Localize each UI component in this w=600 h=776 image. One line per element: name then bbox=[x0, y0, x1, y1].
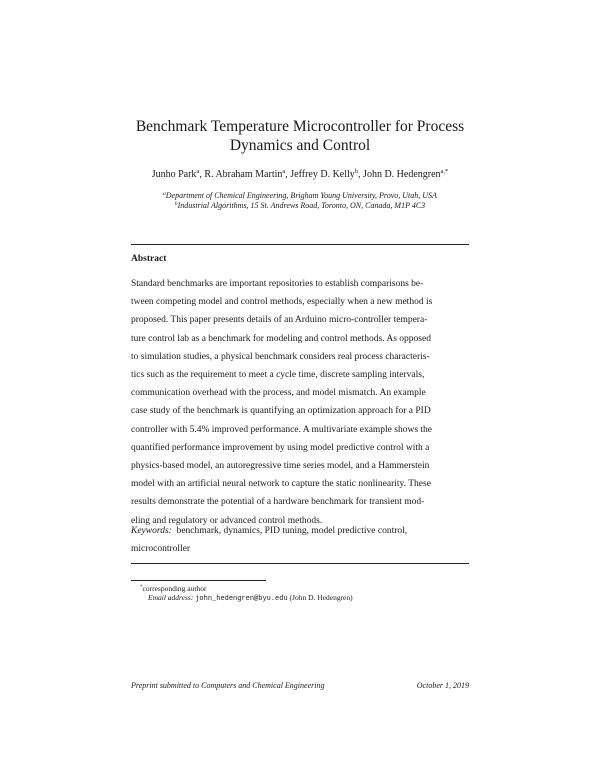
abstract-heading: Abstract bbox=[131, 254, 167, 264]
author-list: Junho Park$^a$, R. Abraham Martin$^a$, Jeffrey D. Kelly$^b$, John D. Hedengren$^{a,*}$ bbox=[151, 168, 449, 180]
abstract-line: tween competing model and control methods, especially when a new method is bbox=[131, 297, 433, 308]
footnote-mark: * bbox=[140, 585, 143, 590]
author-name: R. Abraham Martin bbox=[204, 169, 283, 180]
footnote-rule bbox=[131, 580, 266, 581]
author-mark: a bbox=[282, 168, 286, 175]
affiliation-a bbox=[0, 191, 600, 201]
title-line-1: Benchmark Temperature Microcontroller for Process bbox=[135, 118, 465, 135]
email-owner: (John D. Hedengren) bbox=[289, 593, 353, 602]
affiliation-b bbox=[0, 201, 600, 211]
affiliation-text: Department of Chemical Engineering, Brigham Young University, Provo, Utah, USA bbox=[165, 191, 437, 200]
abstract-line: Standard benchmarks are important repositories to establish comparisons be- bbox=[131, 279, 424, 289]
paper-title bbox=[0, 117, 600, 155]
author-name: John D. Hedengren bbox=[363, 169, 441, 180]
author-name: Jeffrey D. Kelly bbox=[290, 169, 355, 180]
email-label: Email address: bbox=[148, 593, 194, 602]
affiliation-mark: a bbox=[163, 191, 166, 197]
author-mark: a,* bbox=[440, 168, 449, 175]
keywords-line-2: microcontroller bbox=[131, 544, 191, 555]
abstract-line: tics such as the requirement to meet a cycle time, discrete sampling intervals, bbox=[131, 370, 425, 381]
author-mark: a bbox=[196, 168, 200, 175]
abstract-line: eling and regulatory or advanced control methods. bbox=[131, 515, 323, 526]
abstract-line: quantified performance improvement by using model predictive control with a bbox=[131, 442, 430, 453]
footnote-email bbox=[148, 593, 353, 604]
abstract-line: physics-based model, an autoregressive time series model, and a Hammerstein bbox=[131, 461, 430, 472]
author-name: Junho Park bbox=[151, 169, 197, 180]
abstract-line: ture control lab as a benchmark for modeling and control methods. As opposed bbox=[131, 333, 431, 344]
footer-date: October 1, 2019 bbox=[416, 681, 469, 690]
affiliation-mark: b bbox=[174, 201, 178, 207]
title-line-2: Dynamics and Control bbox=[229, 137, 371, 154]
abstract-line: proposed. This paper presents details of an Arduino micro-controller tempera- bbox=[131, 315, 428, 326]
keywords-label: Keywords: bbox=[131, 526, 172, 536]
affiliation-text: Industrial Algorithms, 15 St. Andrews Road, Toronto, ON, Canada, M1P 4C3 bbox=[177, 201, 426, 210]
email-link[interactable]: john_hedengren@byu.edu bbox=[195, 595, 288, 603]
abstract-line: communication overhead with the process, and model mismatch. An example bbox=[131, 388, 426, 399]
keywords bbox=[131, 522, 470, 558]
abstract-body bbox=[131, 275, 470, 530]
abstract-line: results demonstrate the potential of a hardware benchmark for transient mod- bbox=[131, 497, 425, 508]
author-mark: b bbox=[354, 168, 359, 175]
abstract-top-rule bbox=[131, 244, 469, 245]
abstract-bottom-rule bbox=[131, 563, 469, 564]
keywords-line-1: benchmark, dynamics, PID tuning, model predictive control, bbox=[176, 526, 408, 536]
footer-journal: Preprint submitted to Computers and Chemical Engineering bbox=[131, 681, 325, 690]
abstract-line: case study of the benchmark is quantifying an optimization approach for a PID bbox=[131, 406, 431, 417]
abstract-line: to simulation studies, a physical benchmark considers real process characteris- bbox=[131, 351, 430, 362]
abstract-line: controller with 5.4% improved performance. A multivariate example shows the bbox=[131, 424, 433, 435]
abstract-line: model with an artificial neural network to capture the static nonlinearity. These bbox=[131, 479, 431, 490]
corresponding-text: corresponding author bbox=[142, 584, 207, 593]
